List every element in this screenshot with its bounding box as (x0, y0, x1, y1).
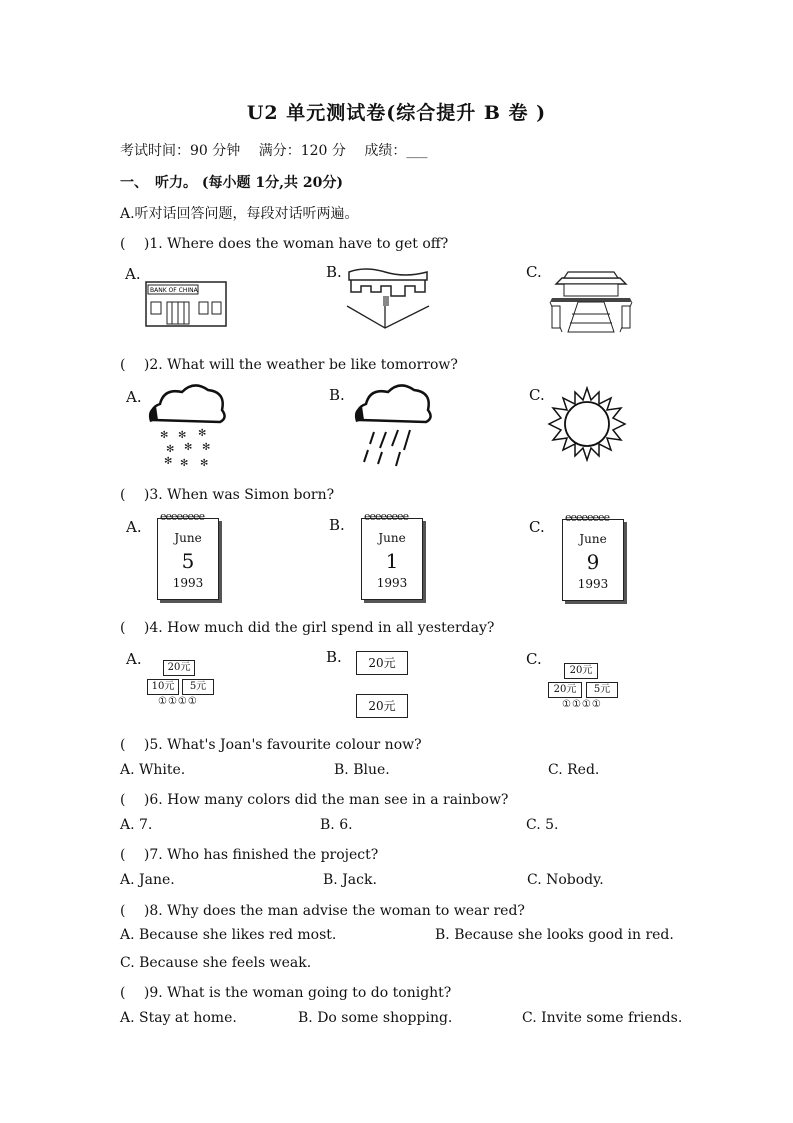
q6-option-b: B. 6. (320, 817, 353, 833)
exam-info: 考试时间：90 分钟 满分：120 分 成绩：___ (120, 143, 428, 159)
bank-sign-text: BANK OF CHINA (150, 287, 198, 294)
q5-option-b: B. Blue. (334, 762, 390, 778)
svg-text:✻: ✻ (200, 458, 209, 468)
question-8: ( )8. Why does the man advise the woman to wear red? (120, 903, 525, 919)
calendar-june-1 (361, 510, 423, 600)
q8-option-c: C. Because she feels weak. (120, 955, 312, 971)
question-5: ( )5. What's Joan's favourite colour now? (120, 737, 422, 753)
calendar-day: 5 (181, 549, 195, 573)
q1-option-c-label: C. (526, 263, 542, 281)
q4-option-b-label: B. (326, 648, 342, 666)
q4-option-c-label: C. (526, 650, 542, 668)
money-note-20: 20元 (564, 663, 598, 679)
question-6: ( )6. How many colors did the man see in a rainbow? (120, 792, 509, 808)
page-title: U2 单元测试卷(综合提升 B 卷 ) (246, 102, 547, 124)
money-note-20: 20元 (356, 651, 408, 675)
money-note-5: 5元 (182, 679, 214, 695)
q7-option-a: A. Jane. (120, 872, 175, 888)
palace-gate-icon (548, 268, 634, 336)
coins: ①①①① (158, 696, 198, 707)
q2-option-a-label: A. (126, 388, 142, 406)
section-heading: 一、 听力。 (每小题 1分,共 20分) (120, 175, 343, 191)
svg-text:✻: ✻ (198, 428, 207, 439)
q5-option-a: A. White. (120, 762, 186, 778)
snowy-wall-icon (345, 266, 430, 336)
coins: ①①①① (562, 699, 602, 710)
svg-text:✻: ✻ (178, 430, 187, 441)
calendar-rings: eeeeeeee (565, 511, 610, 524)
q3-option-c-label: C. (529, 518, 545, 536)
q5-option-c: C. Red. (548, 762, 600, 778)
q2-option-c-label: C. (529, 386, 545, 404)
q9-option-a: A. Stay at home. (120, 1010, 237, 1026)
question-3: ( )3. When was Simon born? (120, 487, 335, 503)
calendar-month: June (174, 531, 202, 545)
calendar-year: 1993 (376, 576, 408, 590)
calendar-day: 1 (385, 549, 399, 573)
bank-building-icon (145, 280, 229, 328)
money-note-10: 10元 (147, 679, 179, 695)
money-note-20: 20元 (163, 660, 195, 676)
part-a-instruction: A.听对话回答问题，每段对话听两遍。 (120, 206, 359, 222)
calendar-year: 1993 (577, 577, 609, 591)
svg-text:✻: ✻ (202, 442, 211, 453)
q3-option-a-label: A. (126, 518, 142, 536)
calendar-month: June (579, 532, 607, 546)
money-note-5: 5元 (586, 682, 618, 698)
sun-icon (547, 384, 627, 464)
q6-option-a: A. 7. (120, 817, 153, 833)
q8-option-a: A. Because she likes red most. (120, 927, 337, 943)
svg-text:✻: ✻ (160, 430, 169, 441)
q2-option-b-label: B. (329, 386, 345, 404)
svg-text:✻: ✻ (180, 458, 189, 468)
money-note-20: 20元 (548, 682, 582, 698)
svg-text:✻: ✻ (164, 456, 173, 467)
svg-text:✻: ✻ (184, 442, 193, 453)
calendar-june-9 (562, 511, 624, 601)
question-9: ( )9. What is the woman going to do tonight? (120, 985, 452, 1001)
question-2: ( )2. What will the weather be like tomorrow? (120, 357, 458, 373)
q9-option-c: C. Invite some friends. (522, 1010, 683, 1026)
question-7: ( )7. Who has finished the project? (120, 847, 379, 863)
q7-option-c: C. Nobody. (527, 872, 604, 888)
rain-cloud-icon (352, 380, 434, 468)
question-4: ( )4. How much did the girl spend in all yesterday? (120, 620, 495, 636)
calendar-day: 9 (586, 550, 600, 574)
svg-text:✻: ✻ (166, 444, 175, 455)
q1-option-b-label: B. (326, 263, 342, 281)
q9-option-b: B. Do some shopping. (298, 1010, 453, 1026)
calendar-rings: eeeeeeee (160, 510, 205, 523)
q8-option-b: B. Because she looks good in red. (435, 927, 674, 943)
q4-option-a-label: A. (126, 650, 142, 668)
snow-cloud-icon (146, 380, 228, 468)
calendar-rings: eeeeeeee (364, 510, 409, 523)
q1-option-a-label: A. (125, 265, 141, 283)
q3-option-b-label: B. (329, 516, 345, 534)
calendar-month: June (378, 531, 406, 545)
calendar-june-5 (157, 510, 219, 600)
q6-option-c: C. 5. (526, 817, 559, 833)
money-note-20: 20元 (356, 694, 408, 718)
question-1: ( )1. Where does the woman have to get off? (120, 236, 449, 252)
q7-option-b: B. Jack. (323, 872, 377, 888)
calendar-year: 1993 (172, 576, 204, 590)
